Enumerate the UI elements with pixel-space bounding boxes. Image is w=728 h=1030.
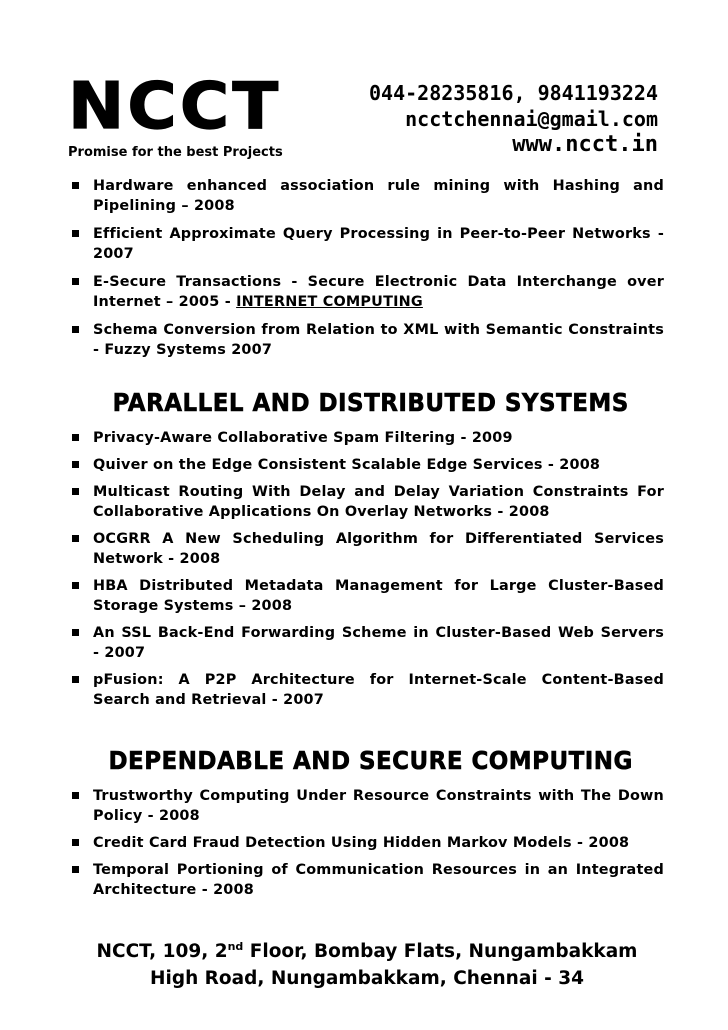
address-line-1 [70, 938, 664, 965]
square-bullet-icon [72, 866, 79, 873]
address-text: Floor, Bombay Flats, Nungambakkam [243, 941, 638, 962]
contact-block [369, 80, 658, 158]
square-bullet-icon [72, 676, 79, 683]
category-tag: INTERNET COMPUTING [236, 294, 423, 310]
square-bullet-icon [72, 792, 79, 799]
address-text: NCCT, 109, 2 [96, 941, 228, 962]
list-item-text: Quiver on the Edge Consistent Scalable Edge Services - 2008 [93, 457, 601, 473]
phone-numbers: 044-28235816, 9841193224 [369, 81, 658, 105]
list-item-text: Efficient Approximate Query Processing in Peer-to-Peer Networks - 2007 [93, 226, 664, 262]
list-item [70, 272, 664, 312]
list-item [70, 833, 664, 853]
email-address: ncctchennai@gmail.com [405, 107, 658, 131]
list-item-text: Multicast Routing With Delay and Delay Variation Constraints For Collaborative Applications On Overlay Networks - 2008 [93, 484, 664, 520]
square-bullet-icon [72, 488, 79, 495]
list-item [70, 623, 664, 663]
list-item-text: Schema Conversion from Relation to XML with Semantic Constraints - Fuzzy Systems 2007 [93, 322, 664, 358]
list-item-text: E-Secure Transactions - Secure Electronic Data Interchange over Internet – 2005 - [93, 274, 664, 310]
list-item [70, 428, 664, 448]
list-item [70, 176, 664, 216]
list-item [70, 320, 664, 360]
list-item-text: Trustworthy Computing Under Resource Constraints with The Down Policy - 2008 [93, 788, 664, 824]
square-bullet-icon [72, 182, 79, 189]
list-item-text: Credit Card Fraud Detection Using Hidden Markov Models - 2008 [93, 835, 630, 851]
address-line-2: High Road, Nungambakkam, Chennai - 34 [150, 968, 584, 989]
dependable-secure-list [70, 786, 664, 900]
ncct-logo: NCCT [68, 70, 282, 144]
list-item [70, 576, 664, 616]
square-bullet-icon [72, 839, 79, 846]
list-item [70, 482, 664, 522]
list-item-text: HBA Distributed Metadata Management for Large Cluster-Based Storage Systems – 2008 [93, 578, 664, 614]
list-item-text: Temporal Portioning of Communication Resources in an Integrated Architecture - 2008 [93, 862, 664, 898]
content [70, 176, 664, 907]
website-url: www.ncct.in [512, 132, 658, 157]
parallel-distributed-list [70, 428, 664, 710]
square-bullet-icon [72, 434, 79, 441]
square-bullet-icon [72, 461, 79, 468]
list-item-text: pFusion: A P2P Architecture for Internet-Scale Content-Based Search and Retrieval - 2007 [93, 672, 664, 708]
list-item-text: An SSL Back-End Forwarding Scheme in Cluster-Based Web Servers - 2007 [93, 625, 664, 661]
list-item-text: Privacy-Aware Collaborative Spam Filtering - 2009 [93, 430, 513, 446]
list-item [70, 529, 664, 569]
list-item-text: Hardware enhanced association rule mining with Hashing and Pipelining – 2008 [93, 178, 664, 214]
section-heading-parallel-distributed: PARALLEL AND DISTRIBUTED SYSTEMS [112, 388, 629, 417]
list-item [70, 455, 664, 475]
square-bullet-icon [72, 582, 79, 589]
list-item [70, 224, 664, 264]
tagline: Promise for the best Projects [68, 145, 283, 160]
section-heading-dependable-secure: DEPENDABLE AND SECURE COMPUTING [108, 746, 633, 775]
square-bullet-icon [72, 230, 79, 237]
header [0, 0, 728, 175]
square-bullet-icon [72, 278, 79, 285]
square-bullet-icon [72, 535, 79, 542]
address-footer [70, 938, 664, 992]
ordinal-suffix: nd [227, 940, 244, 953]
square-bullet-icon [72, 629, 79, 636]
square-bullet-icon [72, 326, 79, 333]
list-item [70, 670, 664, 710]
list-item-text: OCGRR A New Scheduling Algorithm for Differentiated Services Network - 2008 [93, 531, 664, 567]
intro-project-list [70, 176, 664, 360]
list-item [70, 860, 664, 900]
list-item [70, 786, 664, 826]
